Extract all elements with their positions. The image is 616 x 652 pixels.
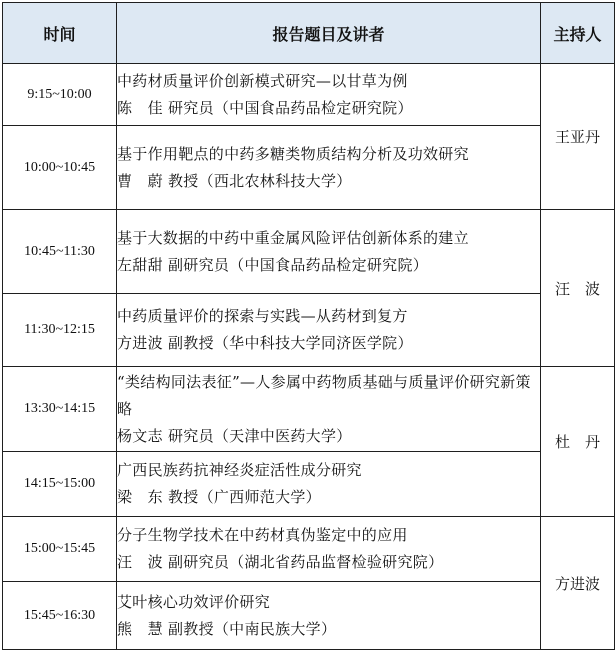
table-row: [3, 367, 615, 452]
talk-cell: [117, 452, 541, 517]
time-cell: 15:00~15:45: [3, 517, 117, 582]
talk-cell: [117, 294, 541, 367]
time-cell: 10:45~11:30: [3, 210, 117, 294]
host-cell: 杜 丹: [541, 367, 615, 517]
talk-title: 中药材质量评价创新模式研究—以甘草为例: [117, 71, 408, 90]
table-row: [3, 126, 615, 210]
table-row: [3, 64, 615, 126]
time-cell: 14:15~15:00: [3, 452, 117, 517]
header-host: 主持人: [541, 3, 615, 64]
talk-speaker: 杨文志 研究员（天津中医药大学）: [117, 426, 352, 445]
talk-title: 分子生物学技术在中药材真伪鉴定中的应用: [117, 526, 408, 544]
talk-title: 基于作用靶点的中药多糖类物质结构分析及功效研究: [117, 144, 469, 163]
talk-speaker: 陈 佳 研究员（中国食品药品检定研究院）: [117, 98, 413, 117]
talk-cell: [117, 517, 541, 582]
talk-title: 广西民族药抗神经炎症活性成分研究: [117, 461, 362, 479]
time-cell: 13:30~14:15: [3, 367, 117, 452]
talk-speaker: 方进波 副教授（华中科技大学同济医学院）: [117, 334, 413, 352]
host-cell: 王亚丹: [541, 64, 615, 210]
header-time: 时间: [3, 3, 117, 64]
table-row: [3, 210, 615, 294]
talk-title: 基于大数据的中药中重金属风险评估创新体系的建立: [117, 228, 469, 247]
table-row: [3, 452, 615, 517]
talk-speaker: 左甜甜 副研究员（中国食品药品检定研究院）: [117, 255, 429, 274]
talk-speaker: 汪 波 副研究员（湖北省药品监督检验研究院）: [117, 553, 444, 571]
talk-speaker: 熊 慧 副教授（中南民族大学）: [117, 619, 337, 638]
header-row: [3, 3, 615, 64]
talk-cell: [117, 126, 541, 210]
talk-cell: [117, 367, 541, 452]
time-cell: 15:45~16:30: [3, 582, 117, 650]
schedule-table: [2, 2, 615, 650]
host-cell: 汪 波: [541, 210, 615, 367]
talk-title: “类结构同法表征”—人参属中药物质基础与质量评价研究新策略: [117, 372, 531, 418]
talk-title: 艾叶核心功效评价研究: [117, 592, 271, 611]
table-row: [3, 294, 615, 367]
time-cell: 11:30~12:15: [3, 294, 117, 367]
table-row: [3, 517, 615, 582]
talk-cell: [117, 582, 541, 650]
talk-speaker: 梁 东 教授（广西师范大学）: [117, 488, 321, 506]
time-cell: 10:00~10:45: [3, 126, 117, 210]
talk-cell: [117, 64, 541, 126]
talk-title: 中药质量评价的探索与实践—从药材到复方: [117, 307, 408, 325]
talk-cell: [117, 210, 541, 294]
header-topic: 报告题目及讲者: [117, 3, 541, 64]
talk-speaker: 曹 蔚 教授（西北农林科技大学）: [117, 171, 352, 190]
table-row: [3, 582, 615, 650]
time-cell: 9:15~10:00: [3, 64, 117, 126]
host-cell: 方进波: [541, 517, 615, 650]
